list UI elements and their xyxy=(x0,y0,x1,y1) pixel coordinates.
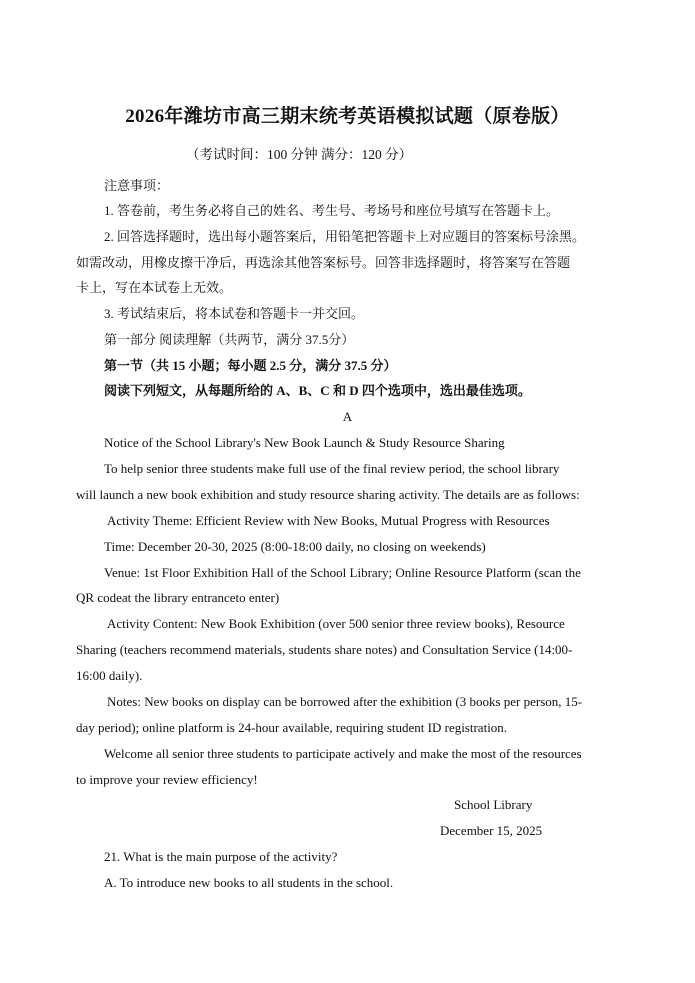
signature: School Library xyxy=(454,797,533,812)
welcome-text: Welcome all senior three students to participate actively and make the most of the resources xyxy=(104,746,582,761)
paragraph-line: To help senior three students make full use of the final review period, the school library xyxy=(104,461,560,476)
activity-notes-cont: day period); online platform is 24-hour available, requiring student ID registration. xyxy=(76,720,508,735)
activity-venue-cont: QR codeat the library entranceto enter) xyxy=(76,590,280,605)
activity-venue: Venue: 1st Floor Exhibition Hall of the School Library; Online Resource Platform (scan the xyxy=(104,565,581,580)
welcome-text-cont: to improve your review efficiency! xyxy=(76,772,258,787)
passage-title: Notice of the School Library's New Book Launch & Study Resource Sharing xyxy=(104,435,505,450)
activity-content: Activity Content: New Book Exhibition (over 500 senior three review books), Resource xyxy=(107,616,565,631)
activity-content-cont: 16:00 daily). xyxy=(76,668,143,683)
notice-item-2-cont: 如需改动，用橡皮擦干净后，再选涂其他答案标号。回答非选择题时，将答案写在答题 xyxy=(76,255,571,270)
option-a: A. To introduce new books to all students in the school. xyxy=(104,875,394,890)
notice-item-1: 1. 答卷前，考生务必将自己的姓名、考生号、考场号和座位号填写在答题卡上。 xyxy=(104,203,560,218)
activity-theme: Activity Theme: Efficient Review with New Books, Mutual Progress with Resources xyxy=(107,513,550,528)
notice-date: December 15, 2025 xyxy=(440,823,543,838)
notice-item-3: 3. 考试结束后，将本试卷和答题卡一并交回。 xyxy=(104,306,365,321)
page-title: 2026年潍坊市高三期末统考英语模拟试题（原卷版） xyxy=(125,106,570,127)
activity-notes: Notes: New books on display can be borrowed after the exhibition (3 books per person, 15- xyxy=(107,694,583,709)
notice-item-2-cont: 卡上，写在本试卷上无效。 xyxy=(76,280,233,295)
question-21: 21. What is the main purpose of the activity? xyxy=(104,849,338,864)
notice-heading: 注意事项： xyxy=(104,178,170,193)
paragraph-line: will launch a new book exhibition and study resource sharing activity. The details are as follows: xyxy=(76,487,580,502)
part-heading: 第一部分 阅读理解（共两节，满分 37.5分） xyxy=(104,332,355,347)
activity-content-cont: Sharing (teachers recommend materials, students share notes) and Consultation Service (14:00- xyxy=(76,642,573,657)
passage-label: A xyxy=(342,409,353,424)
instruction-text: 阅读下列短文，从每题所给的 A、B、C 和 D 四个选项中，选出最佳选项。 xyxy=(104,383,531,398)
section-heading: 第一节（共 15 小题；每小题 2.5 分，满分 37.5 分） xyxy=(104,358,397,373)
exam-info: （考试时间：100 分钟 满分：120 分） xyxy=(186,147,413,162)
notice-item-2: 2. 回答选择题时，选出每小题答案后，用铅笔把答题卡上对应题目的答案标号涂黑。 xyxy=(104,229,586,244)
activity-time: Time: December 20-30, 2025 (8:00-18:00 daily, no closing on weekends) xyxy=(104,539,486,554)
